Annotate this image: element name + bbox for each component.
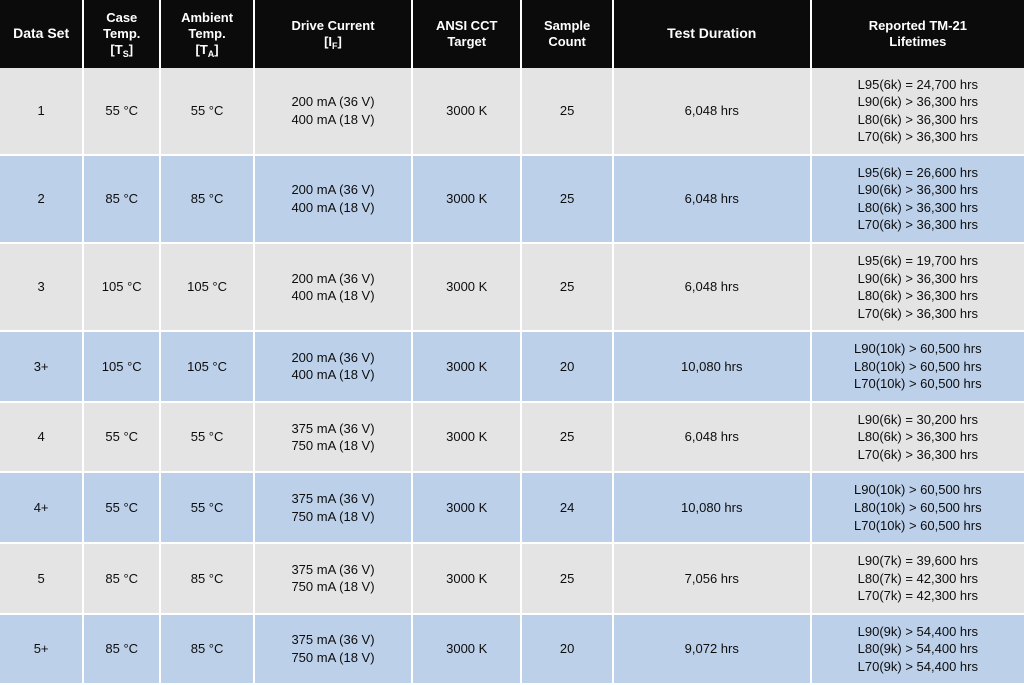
cell-reported-lifetimes-line: L80(7k) = 42,300 hrs <box>857 570 978 586</box>
ambient-temp-bracket-open: [T <box>195 41 208 57</box>
cell-reported-lifetimes-line: L90(6k) > 36,300 hrs <box>857 270 978 286</box>
cell-data-set: 3+ <box>0 331 83 402</box>
cell-data-set: 5+ <box>0 614 83 685</box>
cell-drive-current <box>254 472 412 543</box>
cell-reported-lifetimes-line: L70(9k) > 54,400 hrs <box>857 658 978 674</box>
cell-sample-count: 25 <box>521 155 613 243</box>
cell-drive-current-line: 400 mA (18 V) <box>291 199 375 215</box>
cell-sample-count: 25 <box>521 243 613 331</box>
column-header-ansi-cct-line2: Target <box>447 33 487 49</box>
cell-drive-current-line: 750 mA (18 V) <box>291 438 375 454</box>
cell-drive-current <box>254 543 412 614</box>
cell-reported-lifetimes-line: L90(9k) > 54,400 hrs <box>857 623 978 639</box>
cell-reported-lifetimes <box>811 543 1024 614</box>
cell-drive-current-line: 200 mA (36 V) <box>291 182 375 198</box>
column-header-drive-current-symbol <box>259 34 407 50</box>
column-header-drive-current-line1: Drive Current <box>291 17 375 33</box>
cell-data-set: 2 <box>0 155 83 243</box>
cell-reported-lifetimes <box>811 155 1024 243</box>
cell-reported-lifetimes-line: L90(10k) > 60,500 hrs <box>854 341 982 357</box>
cell-ansi-cct: 3000 K <box>412 68 521 155</box>
table-row <box>0 402 1024 473</box>
cell-ambient-temp: 105 °C <box>160 243 254 331</box>
cell-reported-lifetimes-line: L80(10k) > 60,500 hrs <box>854 499 982 515</box>
cell-reported-lifetimes-line: L95(6k) = 19,700 hrs <box>857 252 978 268</box>
cell-sample-count: 25 <box>521 68 613 155</box>
cell-reported-lifetimes-line: L70(6k) > 36,300 hrs <box>857 305 978 321</box>
cell-ambient-temp: 85 °C <box>160 543 254 614</box>
cell-ansi-cct: 3000 K <box>412 614 521 685</box>
cell-test-duration: 6,048 hrs <box>613 402 811 473</box>
cell-reported-lifetimes-line: L80(10k) > 60,500 hrs <box>854 358 982 374</box>
drive-current-bracket-close: ] <box>337 33 342 49</box>
cell-data-set: 1 <box>0 68 83 155</box>
cell-reported-lifetimes-line: L90(10k) > 60,500 hrs <box>854 482 982 498</box>
header-row <box>0 0 1024 68</box>
cell-reported-lifetimes-line: L70(6k) > 36,300 hrs <box>857 446 978 462</box>
column-header-case-temp-symbol <box>88 42 155 58</box>
cell-ambient-temp: 105 °C <box>160 331 254 402</box>
column-header-data-set-label: Data Set <box>13 25 70 42</box>
cell-drive-current <box>254 68 412 155</box>
cell-drive-current <box>254 331 412 402</box>
cell-reported-lifetimes-line: L80(9k) > 54,400 hrs <box>857 641 978 657</box>
cell-drive-current-line: 200 mA (36 V) <box>291 270 375 286</box>
cell-sample-count: 20 <box>521 614 613 685</box>
cell-case-temp: 105 °C <box>83 331 160 402</box>
table-row <box>0 155 1024 243</box>
cell-reported-lifetimes-line: L80(6k) > 36,300 hrs <box>857 199 978 215</box>
cell-ambient-temp: 55 °C <box>160 472 254 543</box>
cell-reported-lifetimes-line: L70(10k) > 60,500 hrs <box>854 517 982 533</box>
case-temp-bracket-open: [T <box>110 41 123 57</box>
cell-ansi-cct: 3000 K <box>412 155 521 243</box>
cell-case-temp: 105 °C <box>83 243 160 331</box>
cell-test-duration: 6,048 hrs <box>613 155 811 243</box>
cell-test-duration: 9,072 hrs <box>613 614 811 685</box>
cell-ambient-temp: 55 °C <box>160 68 254 155</box>
cell-drive-current-line: 375 mA (36 V) <box>291 491 375 507</box>
column-header-ambient-temp-symbol <box>165 42 249 58</box>
cell-reported-lifetimes <box>811 402 1024 473</box>
cell-drive-current <box>254 155 412 243</box>
table-row <box>0 243 1024 331</box>
column-header-sample-count <box>521 0 613 68</box>
cell-test-duration: 6,048 hrs <box>613 243 811 331</box>
column-header-test-duration-label: Test Duration <box>667 25 757 42</box>
column-header-ambient-temp-line1: Ambient <box>181 10 234 25</box>
cell-sample-count: 25 <box>521 402 613 473</box>
cell-case-temp: 55 °C <box>83 68 160 155</box>
cell-data-set: 5 <box>0 543 83 614</box>
cell-reported-lifetimes-line: L95(6k) = 26,600 hrs <box>857 164 978 180</box>
cell-ansi-cct: 3000 K <box>412 402 521 473</box>
cell-drive-current <box>254 243 412 331</box>
cell-drive-current-line: 750 mA (18 V) <box>291 650 375 666</box>
cell-reported-lifetimes-line: L80(6k) > 36,300 hrs <box>857 111 978 127</box>
cell-sample-count: 20 <box>521 331 613 402</box>
cell-case-temp: 85 °C <box>83 543 160 614</box>
cell-reported-lifetimes <box>811 472 1024 543</box>
cell-data-set: 4 <box>0 402 83 473</box>
ambient-temp-subscript: A <box>207 48 215 59</box>
column-header-sample-count-line2: Count <box>548 33 586 49</box>
cell-drive-current <box>254 402 412 473</box>
cell-reported-lifetimes-line: L90(6k) > 36,300 hrs <box>857 94 978 110</box>
column-header-data-set <box>0 0 83 68</box>
cell-ansi-cct: 3000 K <box>412 331 521 402</box>
column-header-ansi-cct <box>412 0 521 68</box>
column-header-reported-lifetimes <box>811 0 1024 68</box>
cell-reported-lifetimes-line: L70(6k) > 36,300 hrs <box>857 129 978 145</box>
column-header-case-temp-line2: Temp. <box>103 25 141 41</box>
cell-drive-current-line: 400 mA (18 V) <box>291 288 375 304</box>
cell-test-duration: 10,080 hrs <box>613 472 811 543</box>
column-header-ambient-temp-line2: Temp. <box>188 25 226 41</box>
cell-reported-lifetimes-line: L90(6k) = 30,200 hrs <box>857 411 978 427</box>
ambient-temp-bracket-close: ] <box>214 41 219 57</box>
cell-reported-lifetimes-line: L80(6k) > 36,300 hrs <box>857 288 978 304</box>
cell-ansi-cct: 3000 K <box>412 543 521 614</box>
cell-drive-current-line: 750 mA (18 V) <box>291 579 375 595</box>
cell-sample-count: 24 <box>521 472 613 543</box>
cell-drive-current-line: 200 mA (36 V) <box>291 349 375 365</box>
cell-drive-current <box>254 614 412 685</box>
cell-test-duration: 7,056 hrs <box>613 543 811 614</box>
cell-drive-current-line: 750 mA (18 V) <box>291 508 375 524</box>
cell-case-temp: 85 °C <box>83 155 160 243</box>
cell-case-temp: 55 °C <box>83 472 160 543</box>
cell-reported-lifetimes-line: L70(7k) = 42,300 hrs <box>857 588 978 604</box>
table-row <box>0 472 1024 543</box>
column-header-ambient-temp <box>160 0 254 68</box>
cell-reported-lifetimes-line: L80(6k) > 36,300 hrs <box>857 429 978 445</box>
cell-drive-current-line: 375 mA (36 V) <box>291 632 375 648</box>
cell-ansi-cct: 3000 K <box>412 243 521 331</box>
cell-drive-current-line: 400 mA (18 V) <box>291 367 375 383</box>
column-header-case-temp <box>83 0 160 68</box>
table-row <box>0 68 1024 155</box>
cell-drive-current-line: 375 mA (36 V) <box>291 420 375 436</box>
table-row <box>0 331 1024 402</box>
cell-reported-lifetimes <box>811 243 1024 331</box>
cell-case-temp: 55 °C <box>83 402 160 473</box>
case-temp-bracket-close: ] <box>128 41 134 57</box>
column-header-test-duration <box>613 0 811 68</box>
cell-ambient-temp: 85 °C <box>160 614 254 685</box>
table-body <box>0 68 1024 685</box>
column-header-sample-count-line1: Sample <box>544 17 591 33</box>
cell-data-set: 3 <box>0 243 83 331</box>
cell-sample-count: 25 <box>521 543 613 614</box>
column-header-lifetimes-line1: Reported TM-21 <box>868 17 967 33</box>
cell-reported-lifetimes-line: L70(10k) > 60,500 hrs <box>854 376 982 392</box>
drive-current-bracket-open: [I <box>324 33 333 49</box>
table-row <box>0 614 1024 685</box>
cell-ambient-temp: 55 °C <box>160 402 254 473</box>
cell-test-duration: 10,080 hrs <box>613 331 811 402</box>
column-header-lifetimes-line2: Lifetimes <box>889 33 947 49</box>
column-header-drive-current <box>254 0 412 68</box>
cell-ansi-cct: 3000 K <box>412 472 521 543</box>
cell-reported-lifetimes-line: L95(6k) = 24,700 hrs <box>857 76 978 92</box>
cell-reported-lifetimes-line: L90(7k) = 39,600 hrs <box>857 553 978 569</box>
table-header <box>0 0 1024 68</box>
cell-reported-lifetimes <box>811 68 1024 155</box>
column-header-ansi-cct-line1: ANSI CCT <box>436 17 498 33</box>
cell-reported-lifetimes-line: L90(6k) > 36,300 hrs <box>857 182 978 198</box>
cell-reported-lifetimes <box>811 331 1024 402</box>
cell-drive-current-line: 375 mA (36 V) <box>291 561 375 577</box>
drive-current-subscript: F <box>332 40 338 51</box>
cell-reported-lifetimes-line: L70(6k) > 36,300 hrs <box>857 217 978 233</box>
case-temp-subscript: S <box>122 48 129 59</box>
cell-reported-lifetimes <box>811 614 1024 685</box>
cell-data-set: 4+ <box>0 472 83 543</box>
cell-test-duration: 6,048 hrs <box>613 68 811 155</box>
cell-ambient-temp: 85 °C <box>160 155 254 243</box>
column-header-case-temp-line1: Case <box>106 10 138 25</box>
cell-drive-current-line: 200 mA (36 V) <box>291 94 375 110</box>
table-row <box>0 543 1024 614</box>
cell-case-temp: 85 °C <box>83 614 160 685</box>
cell-drive-current-line: 400 mA (18 V) <box>291 111 375 127</box>
